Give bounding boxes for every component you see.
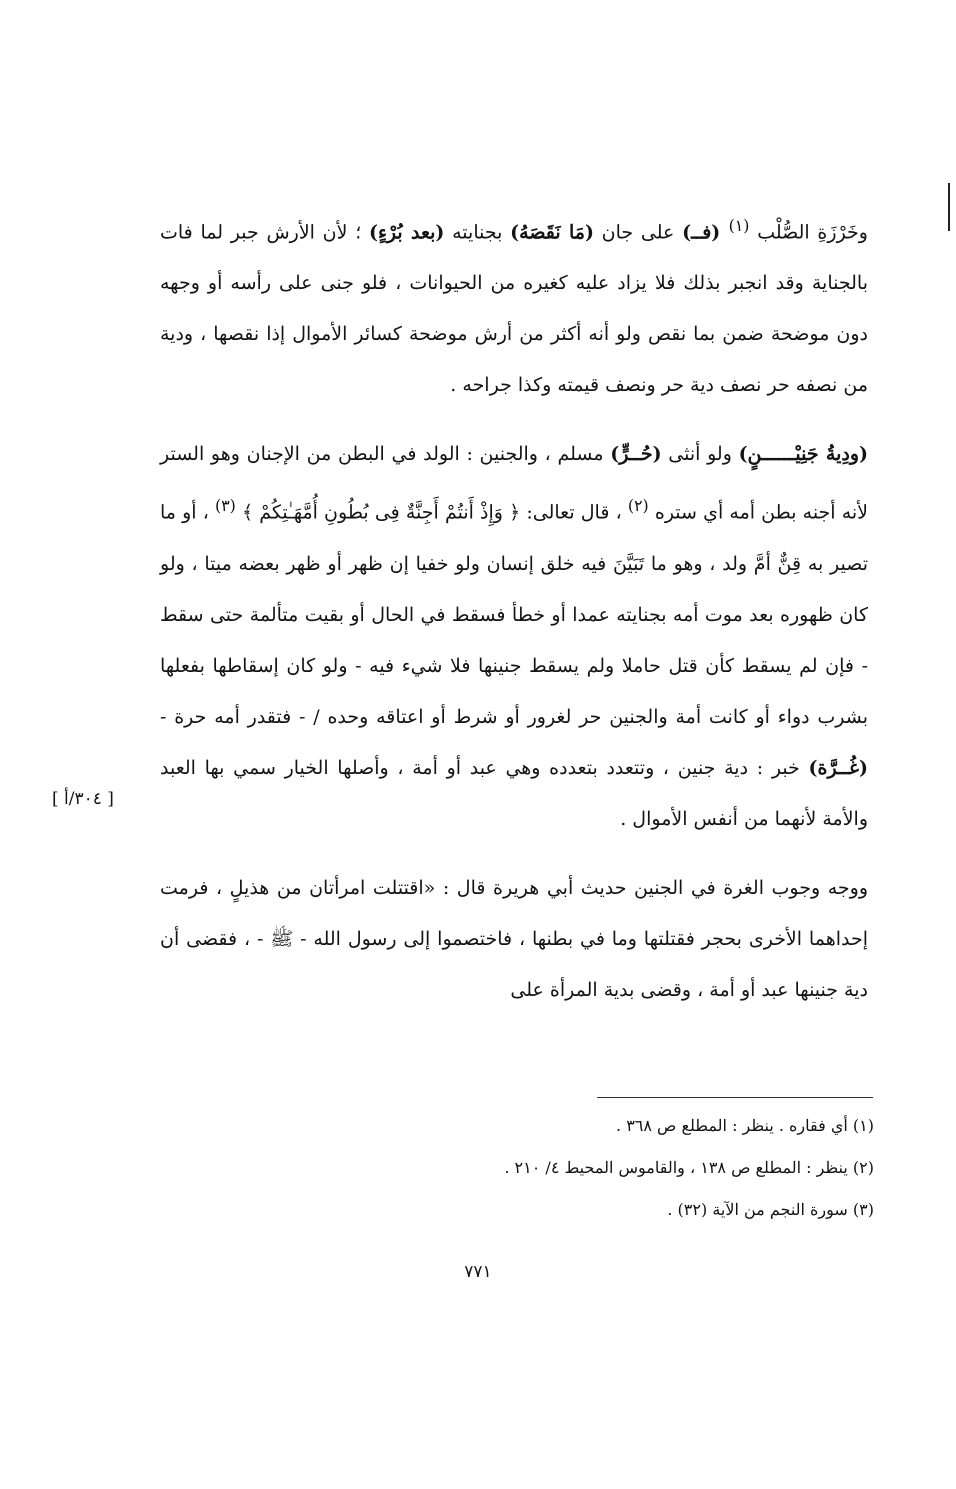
footnote-1: (١) أي فقاره . ينظر : المطلع ص ٣٦٨ . bbox=[616, 1116, 874, 1135]
margin-mark bbox=[948, 183, 950, 231]
text-run: على جان bbox=[593, 221, 683, 244]
matn-term: (حُــرٍّ) bbox=[610, 443, 662, 466]
text-run: ؛ لأن الأرش جبر لما فات بالجناية وقد انجبر بذلك فلا يزاد عليه كغيره من الحيوانات ، فلو جنى على رأسه أو وجهه دون موضحة ضمن بما نقص ولو أنه أكثر من أرش موضحة كسائر الأموال إذا نقصها ، ودية من نصفه حر نصف دية حر ونصف قيمته وكذا جراحه . bbox=[160, 221, 868, 397]
main-text bbox=[160, 200, 868, 1016]
text-run: بجنايته bbox=[444, 221, 511, 244]
matn-term: (بعد بُرْءٍ) bbox=[368, 221, 445, 244]
text-run: ولو أنثى bbox=[661, 443, 739, 466]
footnote-3: (٣) سورة النجم من الآية (٣٢) . bbox=[667, 1200, 874, 1219]
text-run: ، أو ما تصير به قِنٌّ أمَّ ولد ، وهو ما تَبَيَّنَ فيه خلق إنسان ولو خفيا إن ظهر أو ظهر بعضه ميتا ، ولو كان ظهوره بعد موت أمه بجنايته عمدا أو خطأ فسقط في الحال أو بقيت متألمة حتى سقط - فإن لم يسقط كأن قتل حاملا ولم يسقط جنينها فلا شيء فيه - ولو كان إسقاطها بفعلها بشرب دواء أو كانت أمة والجنين حر لغرور أو شرط أو اعتاقه وحده / - فتقدر أمه حرة - bbox=[160, 501, 868, 728]
paragraph-2 bbox=[160, 429, 868, 844]
page-number: ٧٧١ bbox=[464, 1262, 492, 1282]
text-run: خبر : دية جنين ، وتتعدد بتعدده وهي عبد أو أمة ، وأصلها الخيار سمي بها العبد والأمة لأنهما من أنفس الأموال . bbox=[160, 756, 868, 830]
matn-term: (مَا نَقَصَهُ) bbox=[510, 221, 594, 244]
text-run: ووجه وجوب الغرة في الجنين حديث أبي هريرة قال : «اقتتلت امرأتان من هذيلٍ ، فرمت إحداهما الأخرى بحجر فقتلتها وما في بطنها ، فاختصموا إلى رسول الله - ﷺ - ، فقضى أن دية جنينها عبد أو أمة ، وقضى بدية المرأة على bbox=[160, 876, 868, 1001]
text-run: مسلم ، والجنين : الولد في البطن من الإجنان وهو الستر لأنه أجنه بطن أمه أي ستره bbox=[160, 443, 869, 524]
text-run: وخَرْزَةِ الصُّلْب bbox=[749, 221, 868, 244]
footnote-ref-2: (٢) bbox=[627, 496, 649, 516]
paragraph-3 bbox=[160, 863, 868, 1016]
footnote-2: (٢) ينظر : المطلع ص ١٣٨ ، والقاموس المحيط ٤/ ٢١٠ . bbox=[504, 1158, 874, 1177]
footnotes bbox=[300, 1115, 874, 1241]
paragraph-1 bbox=[160, 200, 868, 411]
footnote-separator bbox=[597, 1097, 873, 1098]
matn-term: (ودِيةُ جَنِيْــــــنٍ) bbox=[738, 443, 868, 466]
matn-term: (فــ) bbox=[682, 221, 729, 244]
quran-quote: ، قال تعالى: ﴿ وَإِذْ أَنتُمْ أَجِنَّةٌ فِى بُطُونِ أُمَّهَـٰتِكُمْ ﴾ bbox=[235, 501, 628, 524]
matn-term: (غُــرَّة) bbox=[808, 756, 868, 779]
footnote-ref-1: (١) bbox=[728, 216, 750, 235]
footnote-ref-3: (٣) bbox=[214, 496, 236, 516]
manuscript-folio-marker: [ ٣٠٤/أ ] bbox=[52, 789, 114, 809]
